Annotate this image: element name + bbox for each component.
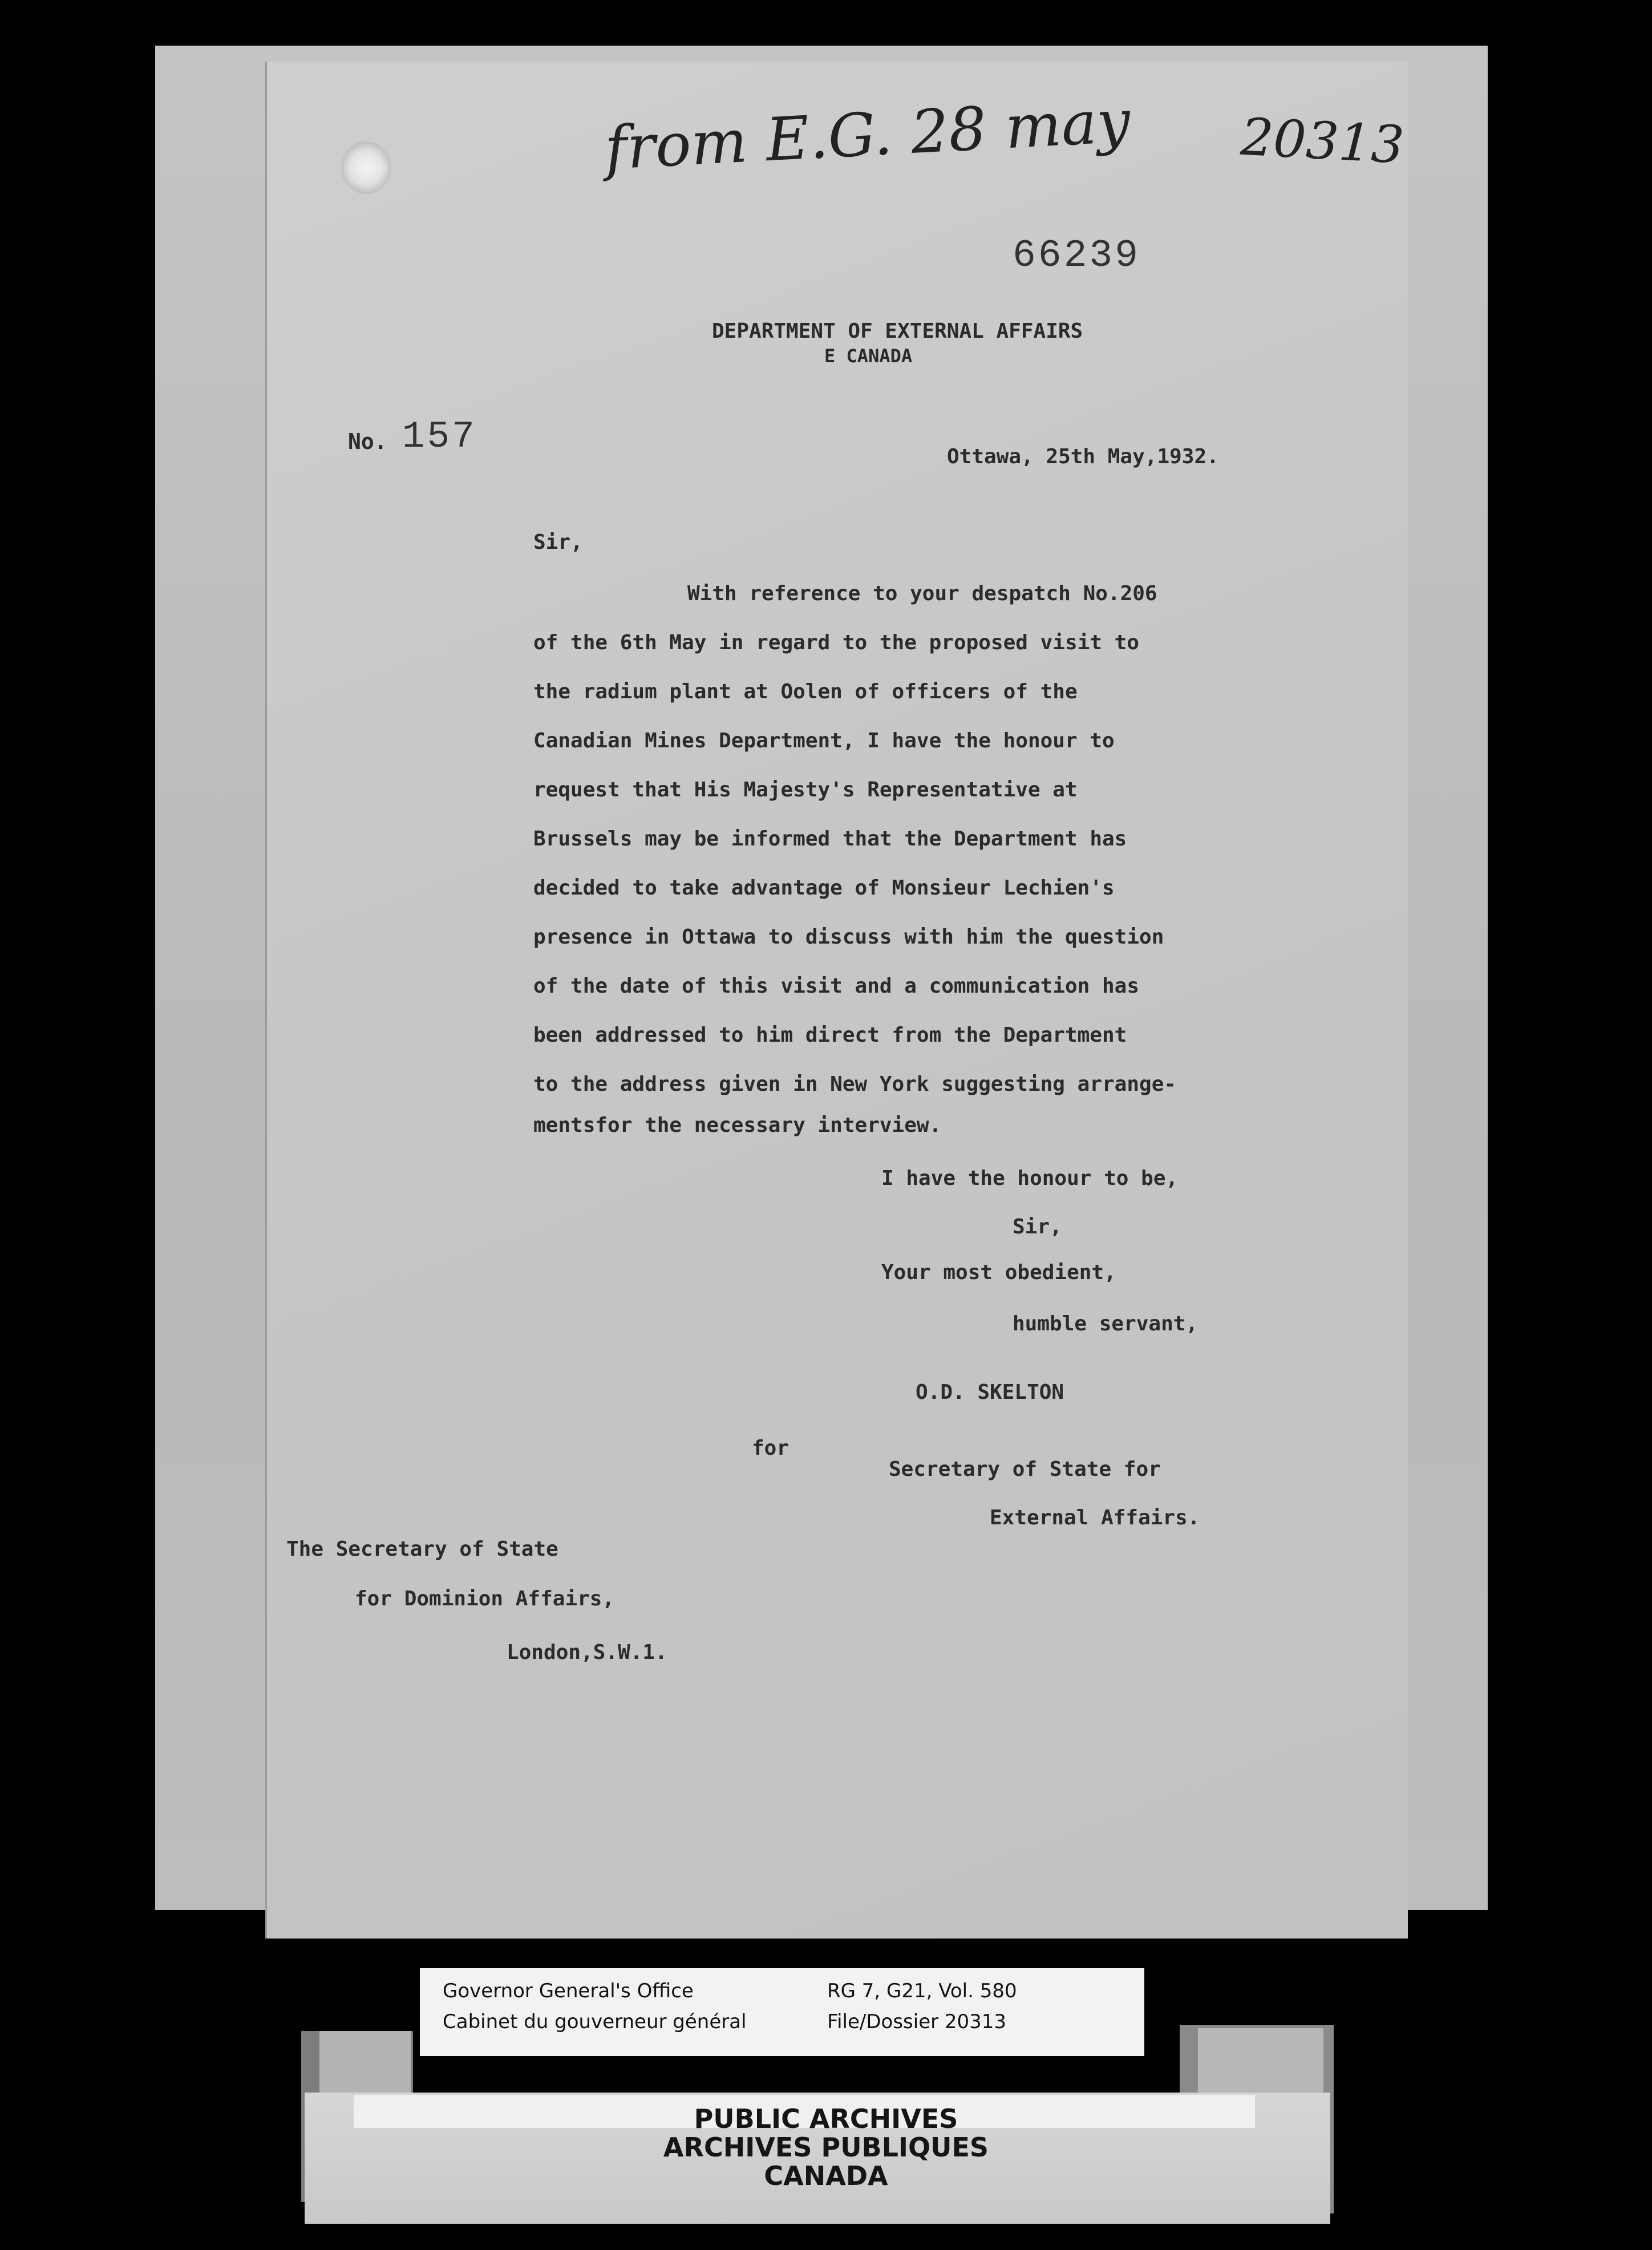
letterhead-line2: E CANADA [824,345,913,367]
salutation: Sir, [533,531,583,554]
body-line: mentsfor the necessary interview. [533,1114,942,1137]
closing-line2: Sir, [1013,1215,1062,1239]
body-line: of the date of this visit and a communication has [533,974,1140,998]
body-line: of the 6th May in regard to the proposed visit to [533,631,1140,654]
closing-line3: Your most obedient, [881,1261,1116,1284]
addressee-line3: London,S.W.1. [507,1641,667,1664]
closing-line1: I have the honour to be, [881,1167,1179,1190]
number-label: No. [348,429,387,454]
signature-title-line2: External Affairs. [990,1506,1200,1529]
archives-line2: ARCHIVES PUBLIQUES [663,2132,989,2163]
addressee-line2: for Dominion Affairs, [355,1587,615,1610]
body-line: presence in Ottawa to discuss with him the question [533,925,1164,949]
date-line: Ottawa, 25th May,1932. [947,445,1219,468]
addressee-line1: The Secretary of State [286,1537,558,1561]
body-line: decided to take advantage of Monsieur Lechien's [533,876,1115,900]
number-value: 157 [402,415,477,458]
archive-label-reference: RG 7, G21, Vol. 580 [827,1980,1017,2002]
body-line: the radium plant at Oolen of officers of the [533,680,1078,703]
archive-label-file: File/Dossier 20313 [827,2010,1007,2033]
signature-name: O.D. SKELTON [916,1381,1064,1404]
letter-sheet [267,62,1408,1939]
stamp-number: 66239 [1013,234,1141,278]
letterhead-line1: DEPARTMENT OF EXTERNAL AFFAIRS [712,319,1083,343]
body-line: Brussels may be informed that the Department has [533,827,1127,851]
archive-label-office-en: Governor General's Office [443,1980,694,2002]
archive-label-card [420,1968,1144,2056]
archive-label-office-fr: Cabinet du gouverneur général [443,2010,747,2033]
body-line: With reference to your despatch No.206 [687,582,1157,605]
body-line: Canadian Mines Department, I have the honour to [533,729,1115,752]
archives-line3: CANADA [764,2160,888,2191]
body-line: been addressed to him direct from the Department [533,1023,1127,1047]
signature-title-line1: Secretary of State for [889,1458,1161,1481]
handwritten-file-number: 20313 [1239,107,1406,176]
body-line: to the address given in New York suggesting arrange- [533,1073,1177,1096]
handwritten-note: from E.G. 28 may [603,86,1132,184]
body-line: request that His Majesty's Representative at [533,778,1078,802]
signature-for: for [752,1436,789,1460]
archives-line1: PUBLIC ARCHIVES [694,2103,958,2134]
closing-line4: humble servant, [1013,1312,1198,1336]
punch-hole [341,141,391,194]
